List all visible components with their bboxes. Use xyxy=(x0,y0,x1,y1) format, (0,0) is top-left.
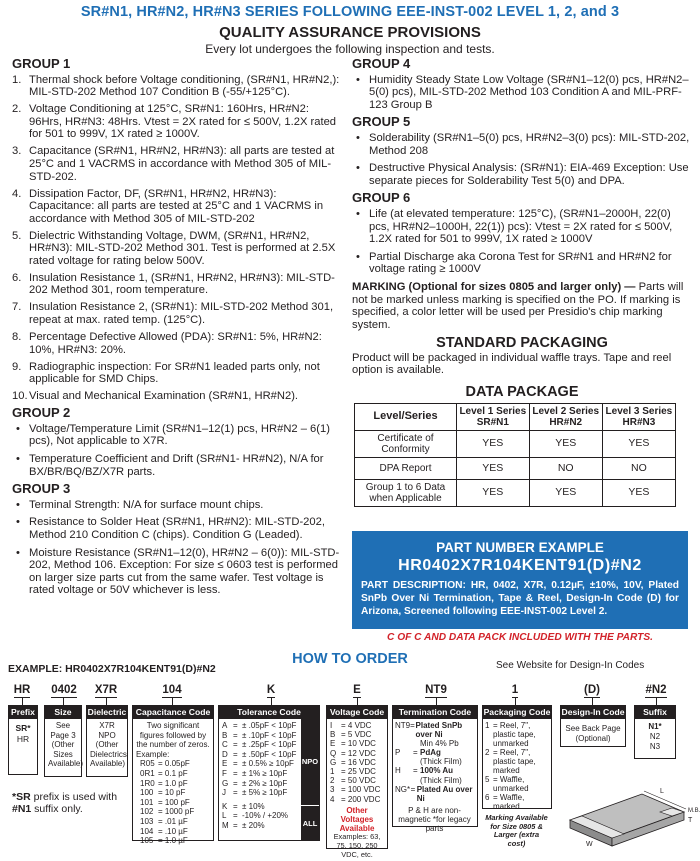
group2-list xyxy=(12,423,344,478)
list-item: I = 4 VDC xyxy=(330,721,372,730)
packaging-code-note: Marking Available for Size 0805 & Larger (extra cost) xyxy=(485,813,548,848)
capacitance-intro: Two significant figures followed by the number of zeros. xyxy=(136,721,210,750)
code-dielectric: X7R xyxy=(94,684,118,696)
marking-label: MARKING (Optional for sizes 0805 and larger only) — xyxy=(352,280,636,293)
list-item: R05 = 0.05pF xyxy=(140,759,190,769)
item-text: Voltage Conditioning at 125°C, SR#N1: 160Hrs, HR#N2: 96Hrs, HR#N3: 48Hrs. Vtest = 2X rated for ≤ 500V, 1.2X rated for 501 to 999V, 1X rated ≥ 1000V. xyxy=(29,103,337,141)
npo-label: NPO xyxy=(301,719,319,805)
item-text: Visual and Mechanical Examination (SR#N1, HR#N2). xyxy=(29,390,299,403)
list-item: G = 16 VDC xyxy=(330,757,376,767)
list-item xyxy=(12,188,344,226)
group5-list xyxy=(352,132,692,187)
list-item: 105 = 1.0 µF xyxy=(140,836,188,846)
column-header: Level 3 Series HR#N3 xyxy=(602,403,675,430)
list-item: B = 5 VDC xyxy=(330,730,372,740)
item-text: Insulation Resistance 2, (SR#N1): MIL-STD-202 Method 301, repeat at max. rated temp. (125°C). xyxy=(29,301,334,327)
connector-line xyxy=(63,698,64,705)
left-column xyxy=(12,56,344,602)
group6-list xyxy=(352,208,692,276)
column-header: Level/Series xyxy=(355,403,457,430)
list-item: Q = 12 VDC xyxy=(330,748,376,758)
size-title: Size xyxy=(45,706,81,719)
qa-title: QUALITY ASSURANCE PROVISIONS xyxy=(219,24,481,41)
code-voltage: E xyxy=(353,684,361,696)
item-text: Capacitance (SR#N1, HR#N2, HR#N3): all parts are tested at 25°C and 1 VACRMS in accordance with Method 305 of MIL-STD-202. xyxy=(29,145,335,183)
group4-list xyxy=(352,74,692,112)
item-number: 10. xyxy=(12,390,28,403)
capacitance-example-label: Example: xyxy=(136,749,170,759)
page-header: SR#N1, HR#N2, HR#N3 SERIES FOLLOWING EEE-INST-002 LEVEL 1, 2, and 3 xyxy=(80,4,620,20)
table-cell: YES xyxy=(602,479,675,506)
dim-label-w: W xyxy=(586,841,593,848)
code-capacitance: 104 xyxy=(162,684,182,696)
table-cell: YES xyxy=(457,479,530,506)
table-cell: DPA Report xyxy=(355,457,457,479)
dielectric-body: X7R NPO (Other Dielectrics Available) xyxy=(90,721,127,769)
data-package-table xyxy=(354,403,676,507)
list-item: 3 = 100 VDC xyxy=(330,785,381,795)
list-item: 5 = Waffle, unmarked xyxy=(485,775,529,793)
code-size: 0402 xyxy=(51,684,77,696)
list-item xyxy=(12,390,344,403)
connector-line xyxy=(592,698,593,705)
connector-line xyxy=(436,698,437,705)
list-item: 103 = .01 µF xyxy=(140,816,188,826)
list-item: 1 = Reel, 7", plastic tape, unmarked xyxy=(485,721,536,748)
connector-line xyxy=(515,698,516,705)
list-item: P = PdAg xyxy=(395,748,441,758)
list-item: 1 = 25 VDC xyxy=(330,767,376,777)
code-packaging: 1 xyxy=(511,684,519,696)
table-cell: NO xyxy=(529,457,602,479)
group2-title: GROUP 2 xyxy=(12,405,71,421)
code-design-in: (D) xyxy=(584,684,600,696)
group1-list xyxy=(12,74,344,403)
list-item: A = ± .05pF < 10pF xyxy=(222,721,297,730)
part-number-example-box xyxy=(352,531,688,629)
table-cell: YES xyxy=(602,430,675,457)
dielectric-title: Dielectric xyxy=(87,707,127,717)
prefix-hr: HR xyxy=(16,734,30,744)
packaging-code-box xyxy=(482,705,552,848)
item-number: 7. xyxy=(12,301,22,314)
marking-text: Parts will not be marked unless marking is specified on the PO. If marking is specified, a color letter will be used per Presidio's chip marking system. xyxy=(352,280,684,331)
connector-line xyxy=(172,698,173,705)
list-item: F = ± 1% ≥ 10pF xyxy=(222,768,288,778)
list-item: L = -10% / +20% xyxy=(222,811,289,821)
sr-prefix-note: *SR prefix is used with #N1 suffix only. xyxy=(12,791,118,815)
list-item: C = ± .25pF < 10pF xyxy=(222,740,297,750)
termination-title: Termination Code xyxy=(393,706,477,719)
list-item: H = 100% Au xyxy=(395,766,454,776)
list-item: 102 = 1000 pF xyxy=(140,807,195,817)
data-package-title: DATA PACKAGE xyxy=(465,384,579,401)
list-item: • Voltage/Temperature Limit (SR#N1–12(1) pcs, HR#N2 – 6(1) pcs), Not applicable to X7R. xyxy=(12,423,344,448)
list-item: • Life (at elevated temperature: 125°C), (SR#N1–2000H, 22(0) pcs, HR#N2–1000H, 22(1)) pcs): Vtest = 2X rated for ≤ 500V, 1.2X rated for 501 to 999V, 1X rated ≥ 1000V xyxy=(352,208,692,246)
part-number-code: HR0402X7R104KENT91(D)#N2 xyxy=(398,557,642,574)
list-item xyxy=(12,103,344,141)
list-item: K = ± 10% xyxy=(222,801,265,811)
design-in-title: Design-In Code xyxy=(561,707,625,717)
suffix-n2: N2 xyxy=(649,732,661,741)
item-text: Percentage Defective Allowed (PDA): SR#N1: 5%, HR#N2: 10%, HR#N3: 20%. xyxy=(29,331,322,356)
list-item xyxy=(12,272,344,297)
item-number: 2. xyxy=(12,103,22,116)
list-item xyxy=(12,74,344,99)
size-body: See Page 3 (Other Sizes Available) xyxy=(48,721,83,769)
packaging-title: STANDARD PACKAGING xyxy=(436,335,608,352)
item-number: 1. xyxy=(12,73,22,86)
item-text: Dissipation Factor, DF, (SR#N1, HR#N2, HR#N3): Capacitance: all parts are tested at 25°C and 1 VACRMS in accordance with Method 305 of MIL-STD-202 xyxy=(29,187,324,225)
voltage-box xyxy=(326,705,388,859)
table-cell: YES xyxy=(457,457,530,479)
table-cell: Group 1 to 6 Data when Applicable xyxy=(355,479,457,506)
connector-line xyxy=(22,698,23,705)
termination-box xyxy=(392,705,478,834)
list-item: 2 = Reel, 7", plastic tape, marked xyxy=(485,748,536,775)
list-item: • Humidity Steady State Low Voltage (SR#N1–12(0) pcs, HR#N2–5(0) pcs), MIL-STD-202 Method 103 Condition A and MIL-PRF-123 Group B xyxy=(352,74,692,112)
dim-label-l: L xyxy=(660,788,664,795)
table-header-row xyxy=(355,403,676,430)
connector-line xyxy=(656,698,657,705)
group1-title: GROUP 1 xyxy=(12,56,71,71)
packaging-text: Product will be packaged in individual waffle trays. Tape and reel option is available. xyxy=(352,351,672,377)
list-item: NG* = Plated Au over Ni xyxy=(395,784,473,803)
design-in-box xyxy=(560,705,626,747)
list-item: G = ± 2% ≥ 10pF xyxy=(222,778,288,788)
item-text: Thermal shock before Voltage conditioning, (SR#N1, HR#N2,): MIL-STD-202 Method 107 Condition B (-55/+125°C). xyxy=(29,73,340,99)
list-item: 100 = 10 pF xyxy=(140,788,186,798)
connector-line xyxy=(106,698,107,705)
code-termination: NT9 xyxy=(425,684,447,696)
table-cell: YES xyxy=(529,479,602,506)
order-example: EXAMPLE: HR0402X7R104KENT91(D)#N2 xyxy=(8,663,216,675)
table-row xyxy=(355,479,676,506)
list-item xyxy=(12,230,344,268)
table-cell: NO xyxy=(602,457,675,479)
table-row xyxy=(355,430,676,457)
column-header: Level 2 Series HR#N2 xyxy=(529,403,602,430)
prefix-title: Prefix xyxy=(9,706,37,719)
group3-title: GROUP 3 xyxy=(12,481,71,497)
list-item: 1R0 = 1.0 pF xyxy=(140,778,188,788)
all-label: ALL xyxy=(301,806,319,841)
list-item: 4 = 200 VDC xyxy=(330,794,381,804)
list-item: • Terminal Strength: N/A for surface mount chips. xyxy=(12,499,344,512)
list-item: M = ± 20% xyxy=(222,820,265,830)
list-item-sub: Min 4% Pb xyxy=(420,739,459,749)
group4-title: GROUP 4 xyxy=(352,56,411,71)
list-item: 0R1 = 0.1 pF xyxy=(140,768,188,778)
list-item xyxy=(12,145,344,183)
list-item: D = ± .50pF < 10pF xyxy=(222,749,297,759)
list-item: 101 = 100 pF xyxy=(140,797,190,807)
list-item xyxy=(12,361,344,386)
list-item: 2 = 50 VDC xyxy=(330,776,376,786)
termination-note: P & H are non-magnetic *for legacy parts xyxy=(398,805,471,834)
suffix-box xyxy=(634,705,676,759)
column-header: Level 1 Series SR#N1 xyxy=(457,403,530,430)
list-item: • Temperature Coefficient and Drift (SR#N1- HR#N2), N/A for BX/BR/BQ/BZ/X7R parts. xyxy=(12,453,344,478)
dim-label-t: T xyxy=(688,817,693,824)
prefix-sr: SR* xyxy=(15,723,31,733)
list-item: • Partial Discharge aka Corona Test for SR#N1 and HR#N2 for voltage rating ≥ 1000V xyxy=(352,251,692,276)
dim-label-mb: M.B. xyxy=(688,808,700,814)
part-description: PART DESCRIPTION: HR, 0402, X7R, 0.12µF, ±10%, 10V, Plated SnPb Over Ni Termination, Tape & Reel, Design-In Code (D) for Arizona, Screened following EEE-INST-002 Level 2. xyxy=(361,580,679,617)
list-item: J = ± 5% ≥ 10pF xyxy=(222,788,288,798)
part-number-title: PART NUMBER EXAMPLE xyxy=(436,540,604,555)
item-number: 9. xyxy=(12,360,22,373)
group5-title: GROUP 5 xyxy=(352,114,411,130)
tolerance-title: Tolerance Code xyxy=(219,706,319,719)
table-cell: YES xyxy=(529,430,602,457)
website-note: See Website for Design-In Codes xyxy=(496,660,645,671)
how-to-order-title: HOW TO ORDER xyxy=(292,651,408,667)
table-cell: YES xyxy=(457,430,530,457)
size-box xyxy=(44,705,82,777)
marking-paragraph xyxy=(352,281,692,331)
list-item: B = ± .10pF < 10pF xyxy=(222,730,297,740)
list-item: 6 = Waffle, marked xyxy=(485,793,525,811)
code-prefix: HR xyxy=(13,684,31,696)
qa-subtitle: Every lot undergoes the following inspection and tests. xyxy=(205,42,495,56)
code-tolerance: K xyxy=(266,684,276,696)
item-number: 4. xyxy=(12,187,22,200)
item-number: 8. xyxy=(12,331,22,344)
list-item: E = 10 VDC xyxy=(330,739,376,749)
list-item-sub: (Thick Film) xyxy=(420,775,462,785)
suffix-n1: N1* xyxy=(648,722,662,731)
suffix-n3: N3 xyxy=(649,742,661,751)
item-number: 6. xyxy=(12,271,22,284)
code-suffix: #N2 xyxy=(645,684,667,696)
packaging-code-title: Packaging Code xyxy=(483,707,551,717)
group6-title: GROUP 6 xyxy=(352,190,411,206)
list-item: • Resistance to Solder Heat (SR#N1, HR#N2): MIL-STD-202, Method 210 Condition C (chips). Condition G (Leaded). xyxy=(12,516,344,541)
voltage-examples: Examples: 63, 75, 150, 250 VDC, etc. xyxy=(333,832,381,859)
group3-list xyxy=(12,499,344,597)
list-item: 104 = .10 µF xyxy=(140,826,188,836)
item-text: Insulation Resistance 1, (SR#N1, HR#N2, HR#N3): MIL-STD-202 Method 301, room temperature. xyxy=(29,271,335,297)
suffix-title: Suffix xyxy=(635,706,675,719)
chip-illustration xyxy=(560,768,700,850)
capacitance-box xyxy=(132,705,214,846)
list-item xyxy=(12,301,344,326)
list-item: • Moisture Resistance (SR#N1–12(0), HR#N2 – 6(0)): MIL-STD-202, Method 106. Exception: For size ≤ 0603 test is performed on larger size parts cut from the same wafer. Test voltage is rated voltage or 50V whichever is less. xyxy=(12,547,344,597)
list-item: NT9 = Plated SnPb over Ni xyxy=(395,721,463,740)
design-in-body: See Back Page (Optional) xyxy=(565,724,621,743)
list-item: • Solderability (SR#N1–5(0) pcs, HR#N2–3(0) pcs): MIL-STD-202, Method 208 xyxy=(352,132,692,157)
list-item: • Destructive Physical Analysis: (SR#N1): EIA-469 Exception: Use separate pieces for Solderability Test 5(0) and DPA. xyxy=(352,162,692,187)
table-cell: Certificate of Conformity xyxy=(355,430,457,457)
connector-line xyxy=(357,698,358,705)
list-item-sub: (Thick Film) xyxy=(420,757,462,767)
item-text: Radiographic inspection: For SR#N1 leaded parts only, not applicable for SMD Chips. xyxy=(29,360,320,386)
list-item xyxy=(12,331,344,356)
cofc-note: C OF C AND DATA PACK INCLUDED WITH THE PARTS. xyxy=(387,632,653,643)
capacitance-title: Capacitance Code xyxy=(133,706,213,719)
table-row xyxy=(355,457,676,479)
right-column xyxy=(352,56,692,507)
list-item: E = ± 0.5% ≥ 10pF xyxy=(222,759,294,769)
voltage-title: Voltage Code xyxy=(327,706,387,719)
tolerance-box xyxy=(218,705,320,841)
prefix-box xyxy=(8,705,38,775)
connector-line xyxy=(271,698,272,705)
voltage-other: Other Voltages Available xyxy=(339,805,375,834)
dielectric-box xyxy=(86,705,128,777)
item-text: Dielectric Withstanding Voltage, DWM, (SR#N1, HR#N2, HR#N3): MIL-STD-202 Method 301. Test is performed at 2.5X rated voltage for rating below 500V. xyxy=(29,229,336,267)
item-number: 3. xyxy=(12,145,22,158)
item-number: 5. xyxy=(12,229,22,242)
